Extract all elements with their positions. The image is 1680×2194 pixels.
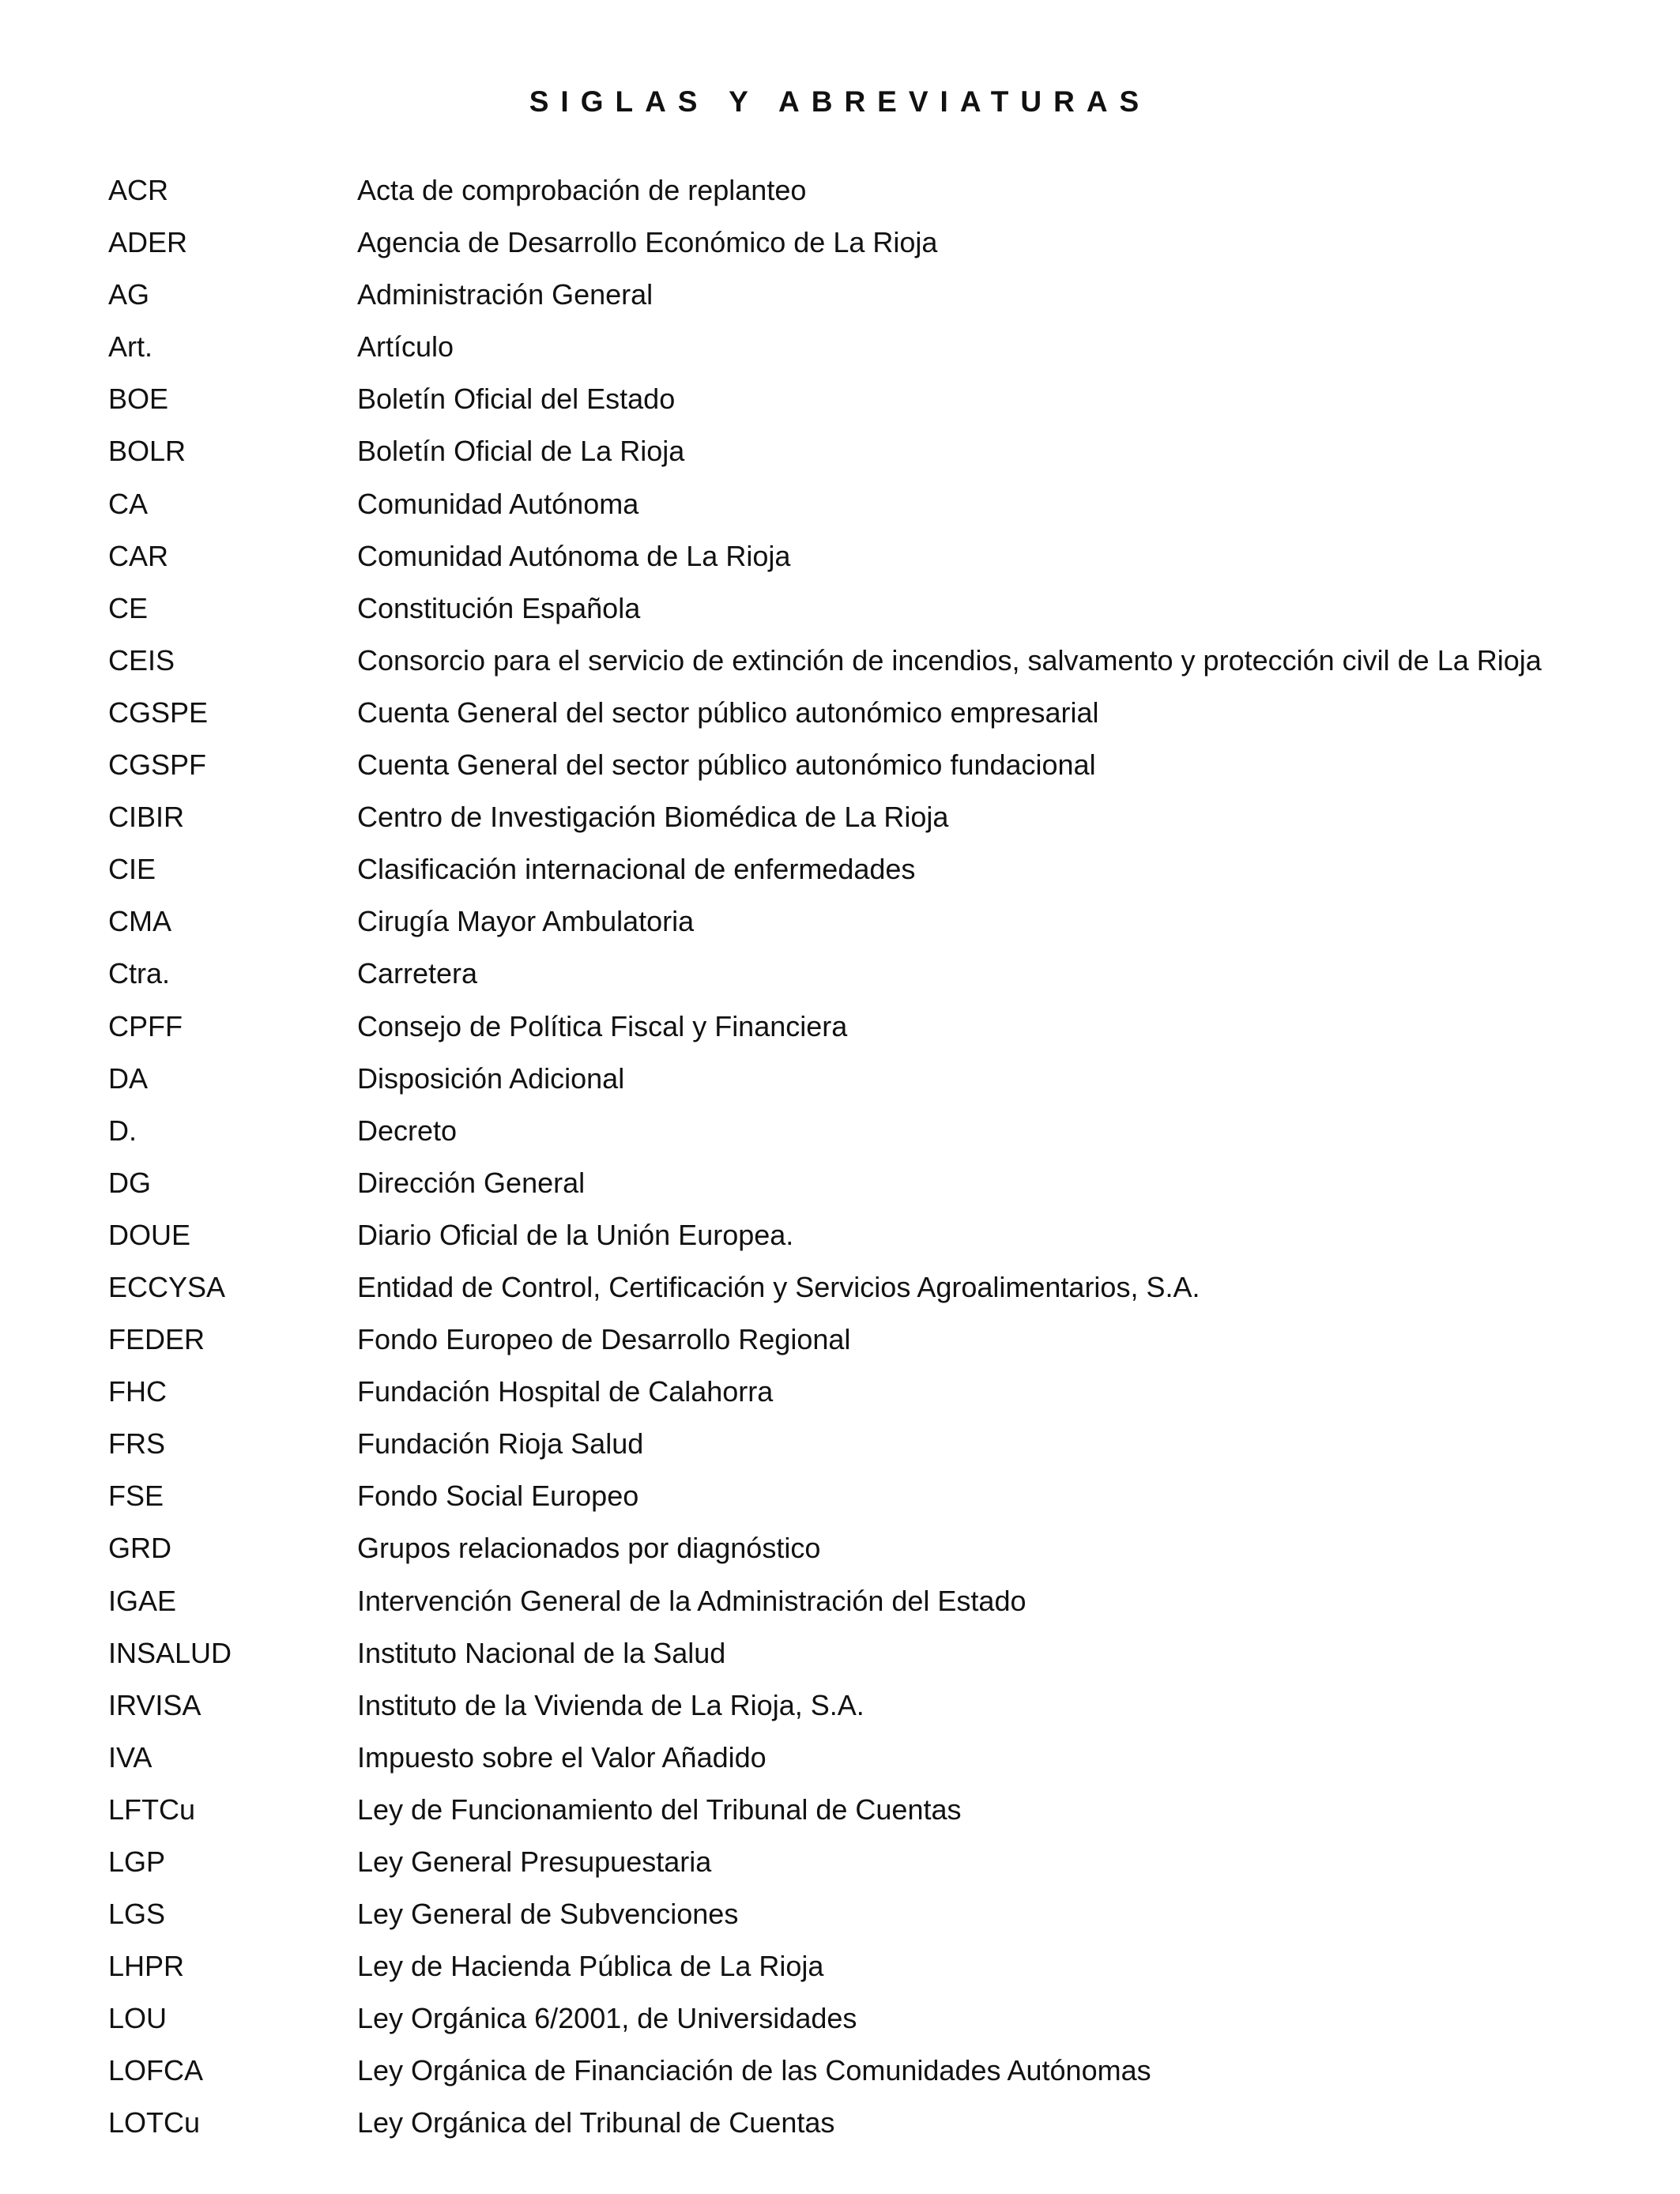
list-item — [108, 956, 1554, 991]
abbreviation-meaning: Artículo — [357, 330, 454, 364]
abbreviation-meaning: Administración General — [357, 278, 654, 311]
list-item — [108, 2053, 1554, 2088]
abbreviation-meaning: Fundación Rioja Salud — [357, 1427, 644, 1461]
list-item — [108, 643, 1554, 678]
abbreviation: FEDER — [108, 1323, 205, 1356]
list-item — [108, 748, 1554, 782]
list-item — [108, 173, 1554, 208]
abbreviation-meaning: Ley General de Subvenciones — [357, 1898, 739, 1931]
list-item — [108, 1740, 1554, 1775]
abbreviation: CEIS — [108, 643, 175, 677]
list-item — [108, 434, 1554, 469]
abbreviation: CPFF — [108, 1009, 183, 1042]
abbreviation-meaning: Grupos relacionados por diagnóstico — [357, 1532, 821, 1565]
abbreviation-meaning: Consejo de Política Fiscal y Financiera — [357, 1009, 848, 1042]
abbreviation-meaning: Ley de Funcionamiento del Tribunal de Cuentas — [357, 1793, 962, 1826]
abbreviation: DG — [108, 1166, 151, 1199]
list-item — [108, 1270, 1554, 1305]
abbreviation: FSE — [108, 1480, 164, 1513]
list-item — [108, 591, 1554, 626]
list-item — [108, 1061, 1554, 1096]
list-item — [108, 1427, 1554, 1461]
abbreviation-meaning: Carretera — [357, 957, 478, 990]
abbreviation-meaning: Dirección General — [357, 1166, 586, 1199]
abbreviation: ECCYSA — [108, 1270, 226, 1303]
abbreviation: CGSPE — [108, 696, 209, 729]
abbreviation: ADER — [108, 226, 188, 259]
list-item — [108, 487, 1554, 522]
abbreviation: CA — [108, 487, 149, 520]
abbreviation: AG — [108, 278, 150, 311]
abbreviation-meaning: Cuenta General del sector público autonómico fundacional — [357, 748, 1096, 782]
list-item — [108, 1009, 1554, 1044]
abbreviation: CIE — [108, 853, 156, 886]
list-item — [108, 1793, 1554, 1827]
abbreviation: FRS — [108, 1427, 165, 1461]
abbreviation-meaning: Fondo Europeo de Desarrollo Regional — [357, 1323, 851, 1356]
list-item — [108, 852, 1554, 887]
abbreviation-meaning: Cirugía Mayor Ambulatoria — [357, 905, 695, 938]
abbreviation: LGS — [108, 1898, 166, 1931]
list-item — [108, 904, 1554, 939]
abbreviation: LHPR — [108, 1950, 185, 1983]
abbreviation-meaning: Disposición Adicional — [357, 1061, 625, 1095]
list-item — [108, 225, 1554, 260]
abbreviation: CMA — [108, 905, 171, 938]
abbreviation-meaning: Centro de Investigación Biomédica de La Rioja — [357, 801, 949, 834]
list-item — [108, 1479, 1554, 1514]
list-item — [108, 1636, 1554, 1671]
list-item — [108, 1374, 1554, 1409]
abbreviation-meaning: Ley Orgánica 6/2001, de Universidades — [357, 2002, 857, 2035]
abbreviation: BOLR — [108, 435, 186, 468]
list-item — [108, 330, 1554, 364]
abbreviation-meaning: Acta de comprobación de replanteo — [357, 174, 807, 206]
page-title: SIGLAS Y ABREVIATURAS — [529, 85, 1151, 118]
abbreviation: Ctra. — [108, 957, 171, 990]
abbreviation-meaning: Clasificación internacional de enfermedades — [357, 853, 916, 886]
list-item — [108, 1322, 1554, 1357]
abbreviation: ACR — [108, 174, 169, 206]
abbreviation-meaning: Ley General Presupuestaria — [357, 1845, 712, 1878]
abbreviation: D. — [108, 1114, 137, 1147]
abbreviation-list — [108, 173, 1554, 2158]
abbreviation-meaning: Comunidad Autónoma — [357, 487, 639, 520]
abbreviation: FHC — [108, 1375, 167, 1408]
abbreviation-meaning: Diario Oficial de la Unión Europea. — [357, 1218, 794, 1251]
list-item — [108, 1114, 1554, 1148]
abbreviation: LOTCu — [108, 2106, 201, 2139]
list-item — [108, 1949, 1554, 1984]
abbreviation: LOU — [108, 2002, 168, 2035]
abbreviation: CAR — [108, 539, 169, 572]
abbreviation: IRVISA — [108, 1688, 202, 1721]
list-item — [108, 539, 1554, 574]
list-item — [108, 1584, 1554, 1619]
abbreviation-meaning: Comunidad Autónoma de La Rioja — [357, 539, 791, 572]
abbreviation: DA — [108, 1061, 149, 1095]
list-item — [108, 1166, 1554, 1201]
abbreviation: Art. — [108, 330, 153, 364]
abbreviation: CIBIR — [108, 801, 185, 834]
abbreviation-meaning: Consorcio para el servicio de extinción de incendios, salvamento y protección civil de La Rioja — [357, 643, 1542, 677]
list-item — [108, 1688, 1554, 1723]
abbreviation-meaning: Decreto — [357, 1114, 458, 1147]
abbreviation: LOFCA — [108, 2054, 204, 2087]
abbreviation-meaning: Fundación Hospital de Calahorra — [357, 1375, 774, 1408]
abbreviation-meaning: Impuesto sobre el Valor Añadido — [357, 1740, 767, 1774]
abbreviation: LFTCu — [108, 1793, 196, 1826]
abbreviation: GRD — [108, 1532, 171, 1565]
abbreviation: IGAE — [108, 1584, 177, 1617]
abbreviation: DOUE — [108, 1218, 191, 1251]
abbreviation: CE — [108, 591, 149, 624]
list-item — [108, 1218, 1554, 1253]
list-item — [108, 800, 1554, 835]
list-item — [108, 2105, 1554, 2140]
abbreviation: LGP — [108, 1845, 166, 1878]
abbreviation-meaning: Boletín Oficial del Estado — [357, 383, 676, 416]
abbreviation-meaning: Instituto de la Vivienda de La Rioja, S.A. — [357, 1688, 864, 1721]
list-item — [108, 2001, 1554, 2036]
abbreviation-meaning: Ley de Hacienda Pública de La Rioja — [357, 1950, 824, 1983]
abbreviation: CGSPF — [108, 748, 207, 782]
list-item — [108, 277, 1554, 312]
list-item — [108, 1897, 1554, 1932]
list-item — [108, 382, 1554, 417]
list-item — [108, 1531, 1554, 1566]
abbreviation-meaning: Boletín Oficial de La Rioja — [357, 435, 685, 468]
abbreviation: INSALUD — [108, 1636, 232, 1669]
abbreviation: BOE — [108, 383, 169, 416]
abbreviation-meaning: Constitución Española — [357, 591, 641, 624]
abbreviation-meaning: Agencia de Desarrollo Económico de La Rioja — [357, 226, 938, 259]
list-item — [108, 1845, 1554, 1879]
abbreviation-meaning: Ley Orgánica de Financiación de las Comunidades Autónomas — [357, 2054, 1151, 2087]
list-item — [108, 696, 1554, 730]
abbreviation-meaning: Instituto Nacional de la Salud — [357, 1636, 726, 1669]
abbreviation: IVA — [108, 1740, 153, 1774]
abbreviation-meaning: Intervención General de la Administración del Estado — [357, 1584, 1026, 1617]
abbreviation-meaning: Ley Orgánica del Tribunal de Cuentas — [357, 2106, 835, 2139]
abbreviation-meaning: Entidad de Control, Certificación y Servicios Agroalimentarios, S.A. — [357, 1270, 1200, 1303]
abbreviation-meaning: Cuenta General del sector público autonómico empresarial — [357, 696, 1099, 729]
abbreviation-meaning: Fondo Social Europeo — [357, 1480, 639, 1513]
